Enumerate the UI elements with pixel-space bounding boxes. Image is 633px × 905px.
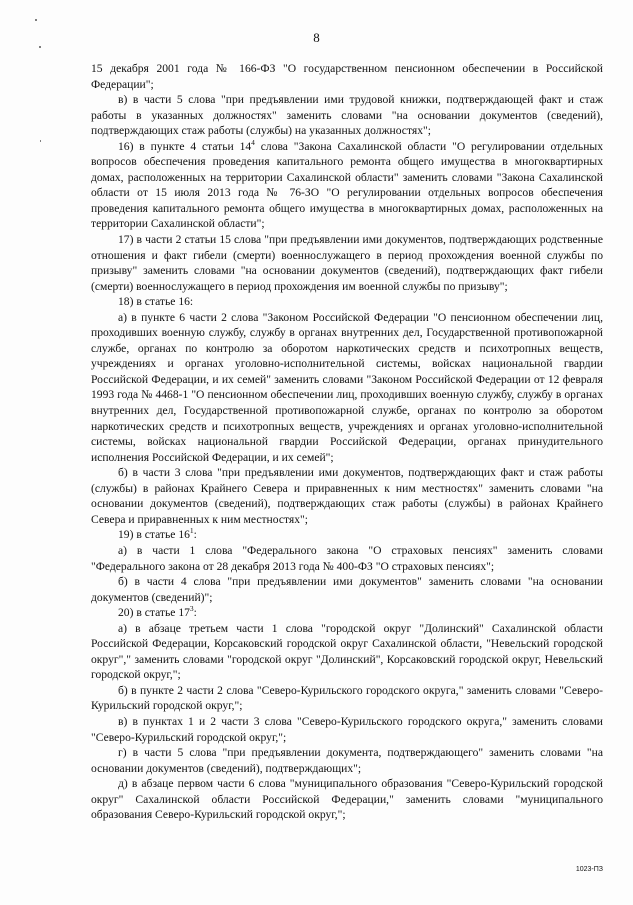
- paragraph-text: 17) в части 2 статьи 15 слова "при предъявлении ими документов, подтверждающих родственные отношения и факт гибели (смерти) военнослужащего в период прохождения военной службы по призыву" заменить словами "на основании документов (сведений), подтверждающих факт гибели (смерти) военнослужащего в период прохождения им военной службы по призыву";: [91, 233, 603, 293]
- scan-speck: [39, 46, 41, 48]
- paragraph-text-continued: :: [193, 528, 197, 542]
- paragraph: [91, 574, 603, 605]
- paragraph-text: б) в части 3 слова "при предъявлении ими документов, подтверждающих факт и стаж работы (службы) в районах Крайнего Севера и приравненных к ним местностях" заменить словами "на основании документов (сведений), подтверждающих стаж работы (службы) в районах Крайнего Севера и приравненных к ним местностях";: [91, 466, 603, 526]
- paragraph: [91, 527, 603, 543]
- paragraph: [91, 745, 603, 776]
- superscript-index: 3: [189, 604, 194, 614]
- scan-speck: [35, 19, 37, 21]
- paragraph: [91, 683, 603, 714]
- paragraph: [91, 605, 603, 621]
- paragraph-text: в) в части 5 слова "при предъявлении ими трудовой книжки, подтверждающей факт и стаж работы в указанных должностях" заменить словами "на основании документов (сведений), подтверждающих стаж работы (службы) на указанных должностях";: [91, 93, 603, 138]
- paragraph-text: а) в части 1 слова "Федерального закона "О страховых пенсиях" заменить словами "Федерального закона от 28 декабря 2013 года № 400-ФЗ "О страховых пенсиях";: [91, 543, 603, 573]
- paragraph-text: 19) в статье 16: [118, 528, 190, 542]
- paragraph: [91, 714, 603, 745]
- paragraph: [91, 232, 603, 294]
- paragraph-text: 18) в статье 16:: [118, 295, 194, 309]
- document-body: [91, 61, 603, 823]
- paragraph-text: 20) в статье 17: [118, 606, 190, 620]
- paragraph: [91, 310, 603, 465]
- paragraph: [91, 92, 603, 139]
- paragraph-text: 15 декабря 2001 года № 166-ФЗ "О государственном пенсионном обеспечении в Российской Федерации";: [91, 62, 603, 91]
- paragraph: [91, 621, 603, 683]
- paragraph-text: а) в абзаце третьем части 1 слова "городской округ "Долинский" Сахалинской области Российской Федерации, Корсаковский городской округ Сахалинской области, "Невельский городской округ"," заменить словами "городской округ "Долинский", Корсаковский городской округ, Невельский городской округ,";: [91, 621, 603, 682]
- document-code: 1023-ПЗ: [575, 866, 603, 873]
- paragraph-text: в) в пунктах 1 и 2 части 3 слова "Северо-Курильского городского округа," заменить словами "Северо-Курильский городской округ,";: [91, 714, 603, 744]
- paragraph: [91, 294, 603, 310]
- paragraph-text: б) в пункте 2 части 2 слова "Северо-Курильского городского округа," заменить словами "Северо-Курильский городской округ,";: [91, 683, 603, 713]
- paragraph: [91, 543, 603, 574]
- superscript-index: 1: [189, 526, 194, 536]
- paragraph-text-continued: :: [193, 606, 197, 620]
- paragraph-text: г) в части 5 слова "при предъявлении документа, подтверждающего" заменить словами "на основании документов (сведений), подтверждающих";: [91, 746, 603, 775]
- superscript-index: 4: [251, 137, 255, 147]
- paragraph-text: 16) в пункте 4 статьи 14: [118, 139, 252, 153]
- paragraph: [91, 139, 603, 232]
- paragraph-text: б) в части 4 слова "при предъявлении ими документов" заменить словами "на основании документов (сведений)";: [91, 575, 603, 604]
- paragraph: [91, 61, 603, 92]
- paragraph: [91, 465, 603, 527]
- paragraph-text-continued: слова "Закона Сахалинской области "О регулировании отдельных вопросов обеспечения проведения капитального ремонта общего имущества в многоквартирных домах, расположенных на территории Сахалинской области" заменить словами "Закона Сахалинской области от 15 июля 2013 года № 76-ЗО "О регулировании отдельных вопросов обеспечения проведения капитального ремонта общего имущества в многоквартирных домах, расположенных на территории Сахалинской области";: [91, 139, 603, 231]
- paragraph: [91, 776, 603, 823]
- page-number: 8: [313, 30, 320, 45]
- paragraph-text: д) в абзаце первом части 6 слова "муниципального образования "Северо-Курильский городской округ" Сахалинской области Российской Федерации," заменить словами "муниципального образования Северо-Курильский городской округ,";: [91, 777, 603, 822]
- paragraph-text: а) в пункте 6 части 2 слова "Законом Российской Федерации "О пенсионном обеспечении лиц, проходивших военную службу, службу в органах внутренних дел, Государственной противопожарной службе, органах по контролю за оборотом наркотических средств и психотропных веществ, учреждениях и органах уголовно-исполнительной системы, войсках национальной гвардии Российской Федерации, и их семей" заменить словами "Законом Российской Федерации от 12 февраля 1993 года № 4468-1 "О пенсионном обеспечении лиц, проходивших военную службу, службу в органах внутренних дел, Государственной противопожарной службе, органах по контролю за оборотом наркотических средств и психотропных веществ, учреждениях и органах уголовно-исполнительной системы, войсках национальной гвардии Российской Федерации, органах принудительного исполнения Российской Федерации, и их семей";: [91, 310, 603, 464]
- scan-speck: [40, 140, 41, 142]
